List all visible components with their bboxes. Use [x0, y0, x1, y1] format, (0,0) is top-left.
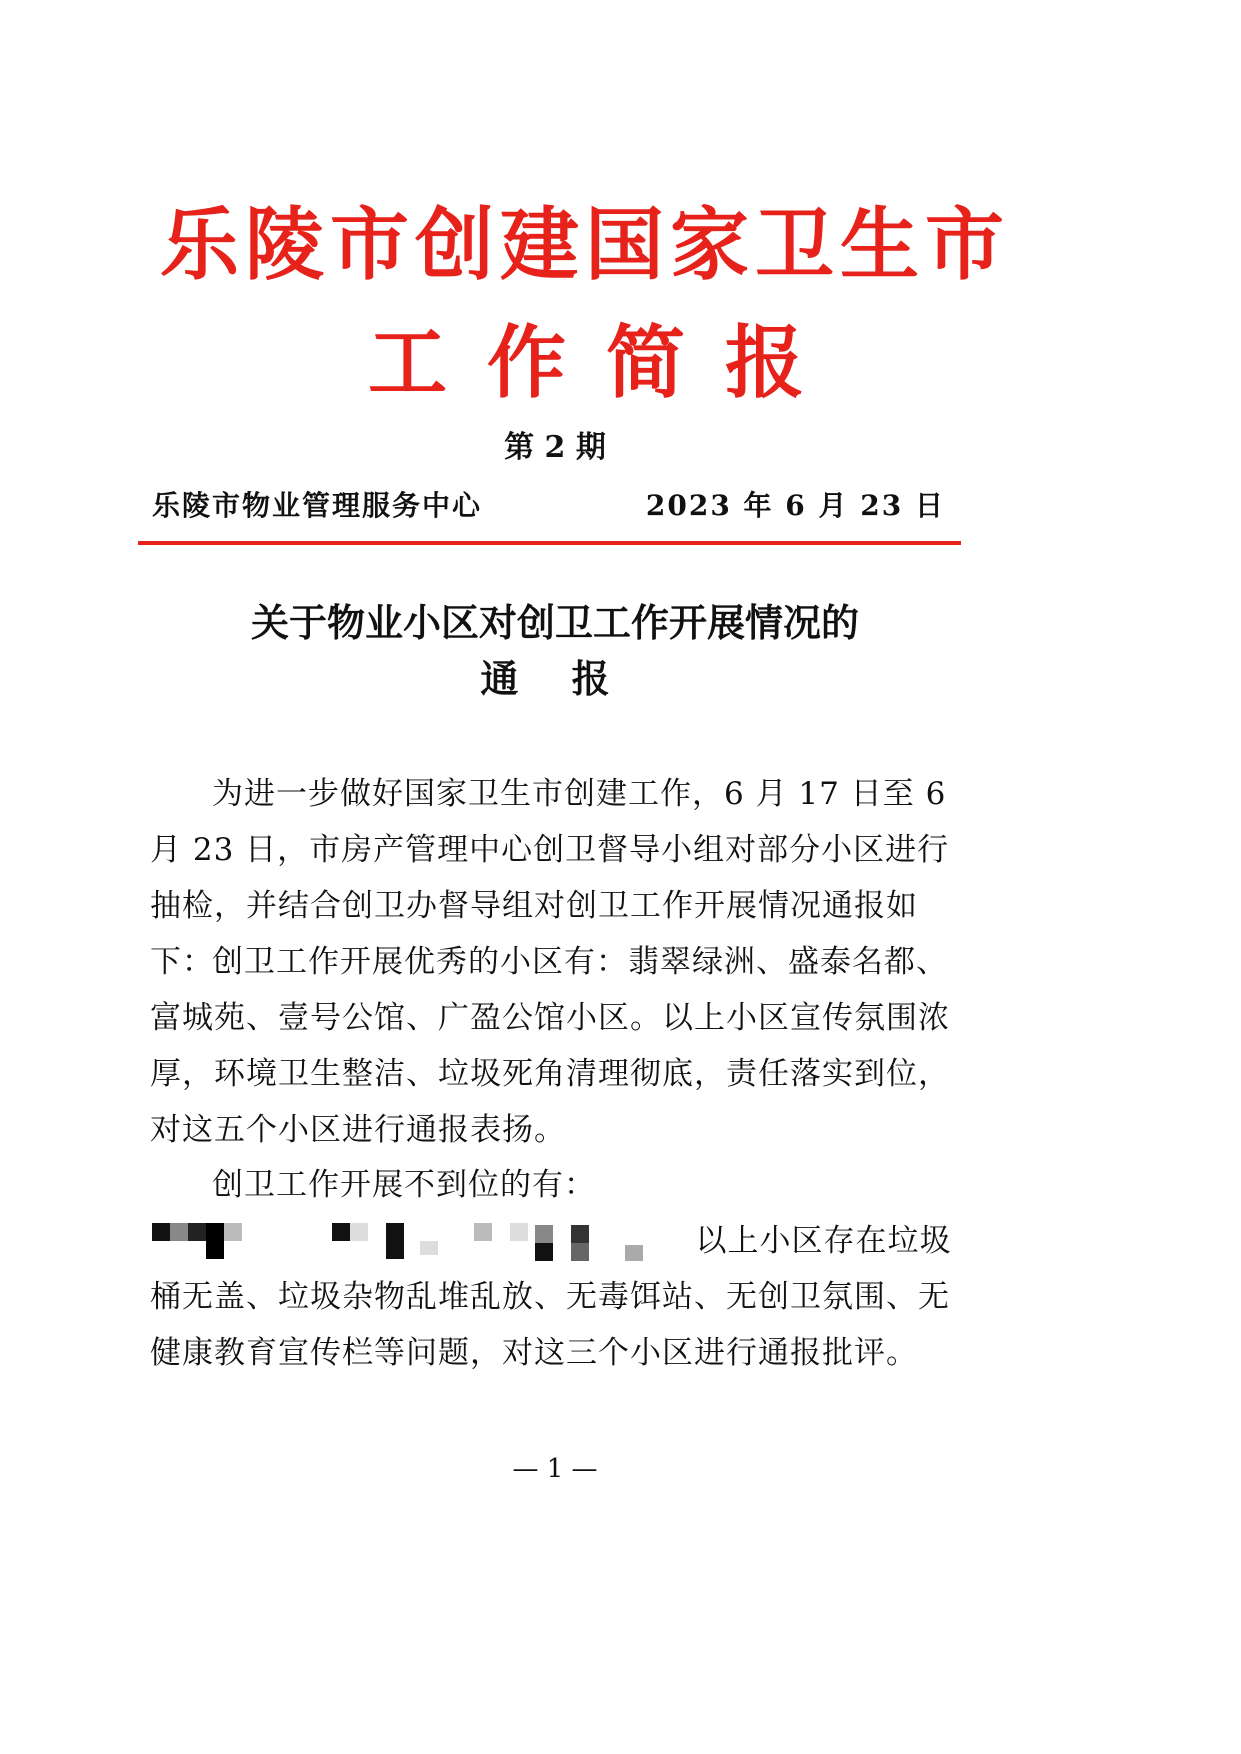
issue-number: 第 2 期 — [504, 430, 606, 465]
issue-date: 2023 年 6 月 23 日 — [645, 489, 945, 522]
redacted-names-mosaic-2 — [535, 1223, 685, 1263]
issuing-organization: 乐陵市物业管理服务中心 — [152, 489, 483, 522]
masthead-line-1: 乐陵市创建国家卫生市 — [160, 199, 1010, 291]
red-divider-rule — [138, 541, 961, 545]
paragraph-criticism-text — [150, 1157, 962, 1381]
document-title-line-1: 关于物业小区对创卫工作开展情况的 — [250, 601, 859, 645]
paragraph-praise-text: 创卫工作开展优秀的小区有：翡翠绿洲、盛泰名都、富城苑、壹号公馆、广盈公馆小区。以上小区宣传氛围浓厚，环境卫生整洁、垃圾死角清理彻底，责任落实到位，对这五个小区进行通报表扬。 — [150, 944, 950, 1148]
criticism-lead-text: 创卫工作开展不到位的有： — [212, 1167, 596, 1203]
paragraph-intro-text: 为进一步做好国家卫生市创建工作，6 月 17 日至 6 月 23 日，市房产管理中心创卫督导小组对部分小区进行抽检，并结合创卫办督导组对创卫工作开展情况通报如下： — [150, 776, 950, 980]
page-number: — 1 — — [512, 1454, 598, 1484]
document-title-line-2: 通 报 — [480, 657, 630, 701]
masthead-line-2: 工作简报 — [368, 317, 844, 409]
paragraph-criticism — [150, 1157, 962, 1381]
paragraph-praise — [150, 934, 962, 1158]
redacted-names-mosaic-1 — [150, 1223, 530, 1263]
criticism-rest-text: 以上小区存在垃圾桶无盖、垃圾杂物乱堆乱放、无毒饵站、无创卫氛围、无健康教育宣传栏等问题，对这三个小区进行通报批评。 — [150, 1223, 952, 1371]
